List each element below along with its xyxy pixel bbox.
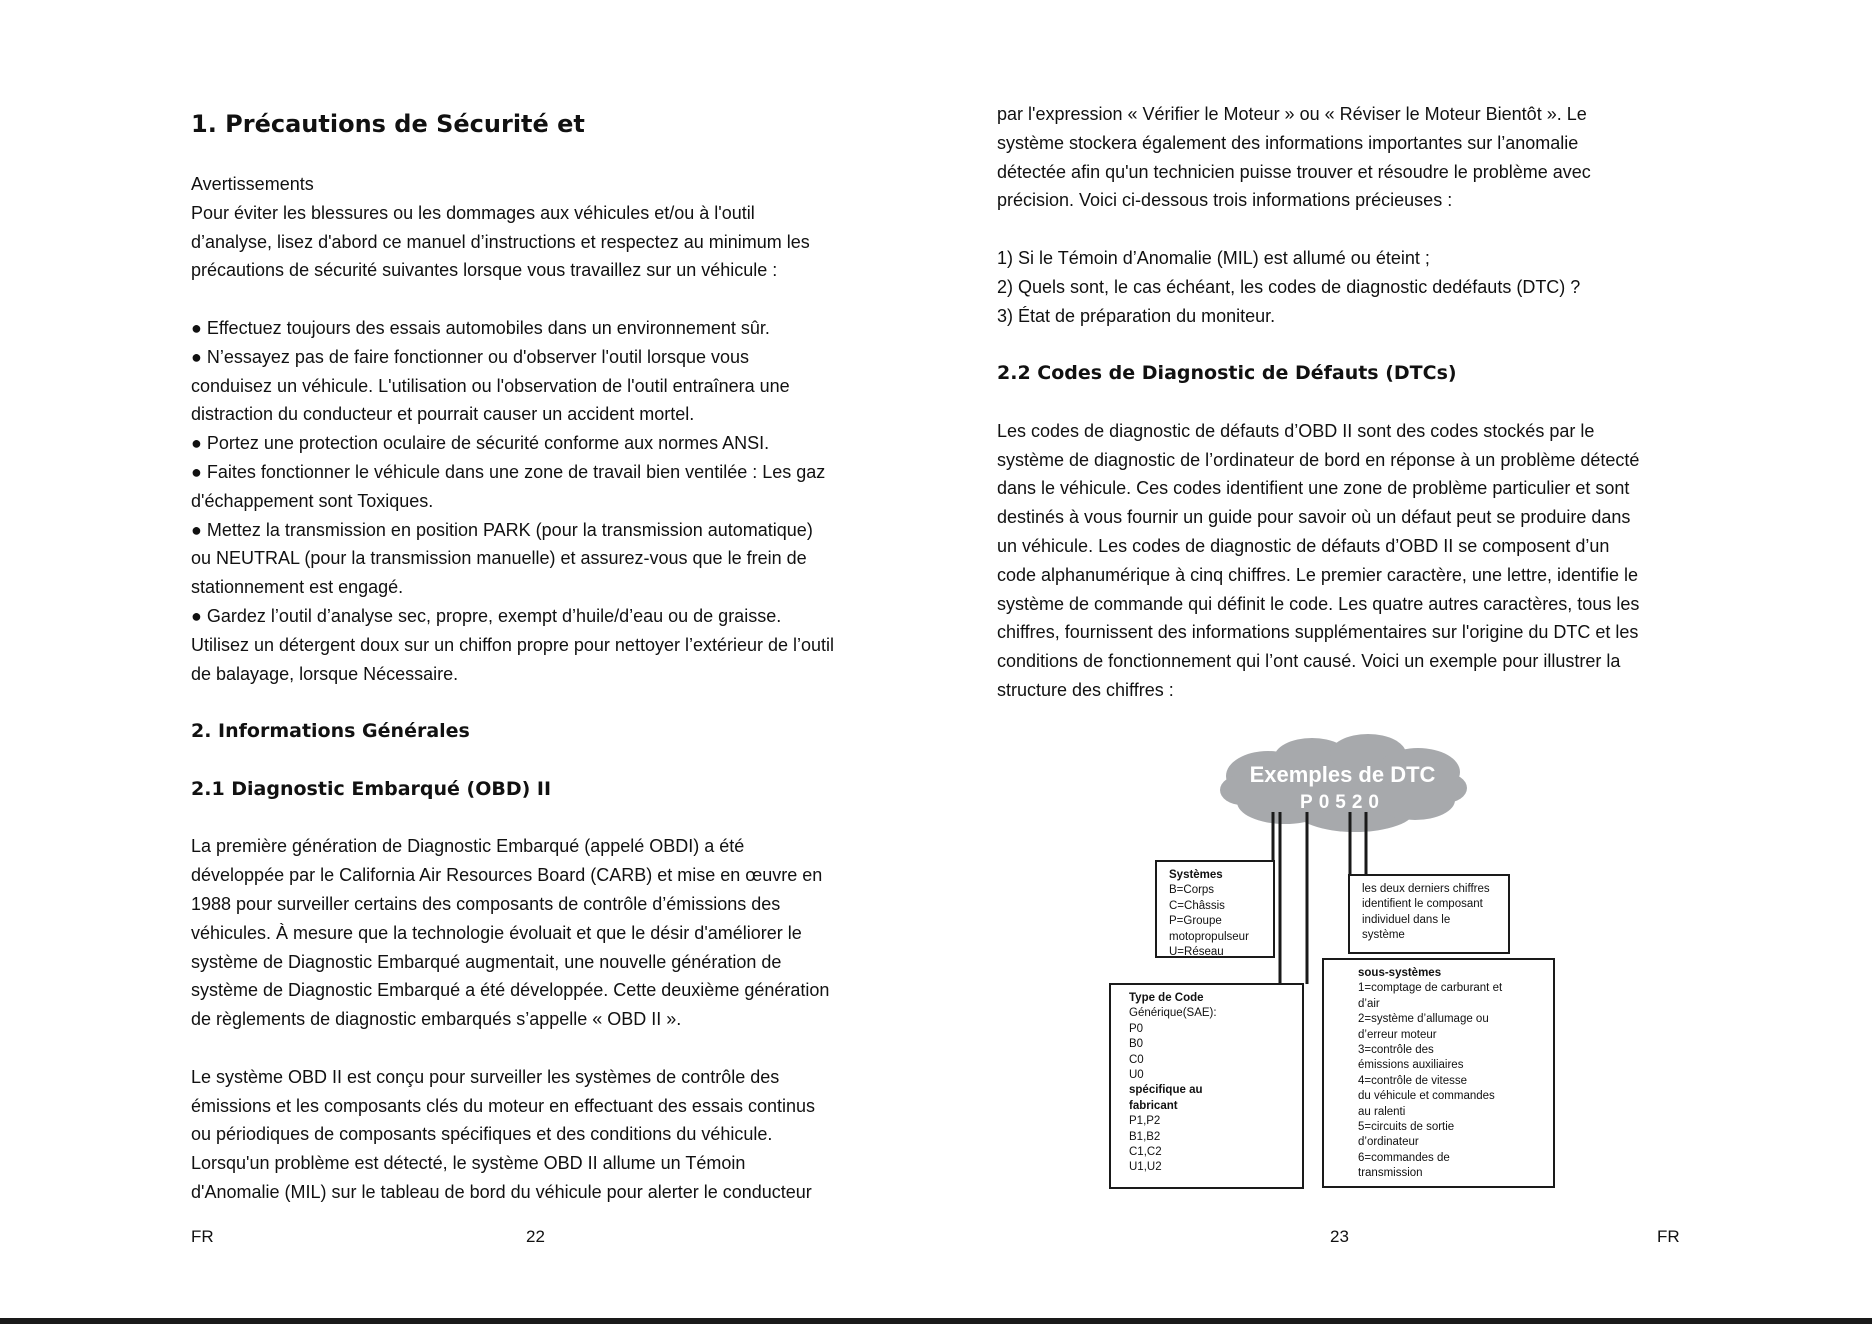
text-line: ● Faites fonctionner le véhicule dans une zone de travail bien ventilée : Les gaz xyxy=(191,461,826,482)
intro-paragraph xyxy=(191,199,911,285)
text-line: ● Gardez l’outil d’analyse sec, propre, exempt d’huile/d’eau ou de graisse. xyxy=(191,605,782,626)
text-line: 3) État de préparation du moniteur. xyxy=(997,305,1276,326)
text-line: d’ordinateur xyxy=(1358,1136,1419,1149)
right-column xyxy=(997,100,1717,705)
text-line: identifient le composant xyxy=(1362,898,1483,911)
left-column xyxy=(191,100,911,1207)
text-line: 1) Si le Témoin d’Anomalie (MIL) est allumé ou éteint ; xyxy=(997,247,1430,268)
chapter-title: 1. Précautions de Sécurité et xyxy=(191,110,585,138)
text-line: précautions de sécurité suivantes lorsque vous travaillez sur un véhicule : xyxy=(191,260,778,281)
safety-bullets xyxy=(191,314,911,688)
text-line: d’erreur moteur xyxy=(1358,1028,1437,1041)
text-line: d'Anomalie (MIL) sur le tableau de bord du véhicule pour alerter le conducteur xyxy=(191,1181,812,1202)
code-type-manufacturer-title xyxy=(1129,1083,1294,1114)
text-line: Utilisez un détergent doux sur un chiffon propre pour nettoyer l’extérieur de l’outil xyxy=(191,634,835,655)
text-line: 1988 pour surveiller certains des composants de contrôle d’émissions des xyxy=(191,893,781,914)
text-line: chiffres, fournissent des informations supplémentaires sur l'origine du DTC et les xyxy=(997,622,1639,643)
last-digits-box xyxy=(1348,874,1510,954)
text-line: un véhicule. Les codes de diagnostic de défauts d’OBD II se composent d’un xyxy=(997,535,1610,556)
text-line: destinés à vous fournir un guide pour savoir où un défaut peut se produire dans xyxy=(997,507,1631,528)
info-list xyxy=(997,244,1717,330)
text-line: 3=contrôle des xyxy=(1358,1044,1434,1057)
text-line: de règlements de diagnostic embarqués s’appelle « OBD II ». xyxy=(191,1009,682,1030)
text-line: d’analyse, lisez d'abord ce manuel d’instructions et respectez au minimum les xyxy=(191,231,810,252)
cloud-code: P0520 xyxy=(1300,792,1385,813)
text-line: véhicules. À mesure que la technologie évoluait et que le désir d'améliorer le xyxy=(191,922,802,943)
text-line: développée par le California Air Resources Board (CARB) et mise en œuvre en xyxy=(191,865,823,886)
footer-lang-left: FR xyxy=(191,1227,214,1246)
text-line: spécifique au xyxy=(1129,1084,1203,1097)
text-line: C1,C2 xyxy=(1129,1146,1162,1159)
text-line: C=Châssis xyxy=(1169,899,1225,912)
text-line: distraction du conducteur et pourrait causer un accident mortel. xyxy=(191,404,695,425)
text-line: C0 xyxy=(1129,1053,1144,1066)
text-line: La première génération de Diagnostic Embarqué (appelé OBDI) a été xyxy=(191,836,745,857)
text-line: ou périodiques de composants spécifiques et des conditions du véhicule. xyxy=(191,1124,773,1145)
obd-history-paragraph xyxy=(191,832,911,1034)
text-line: P=Groupe xyxy=(1169,915,1222,928)
code-type-box xyxy=(1109,983,1304,1189)
page-number-right: 23 xyxy=(1330,1227,1349,1246)
dtc-diagram xyxy=(1100,734,1570,1204)
text-line: ● N’essayez pas de faire fonctionner ou d'observer l'outil lorsque vous xyxy=(191,346,750,367)
text-line: du véhicule et commandes xyxy=(1358,1090,1495,1103)
last-digits-lines xyxy=(1362,882,1500,944)
text-line: précision. Voici ci-dessous trois informations précieuses : xyxy=(997,190,1453,211)
text-line: système xyxy=(1362,929,1405,942)
text-line: 6=commandes de xyxy=(1358,1151,1450,1164)
text-line: conduisez un véhicule. L'utilisation ou l'observation de l'outil entraînera une xyxy=(191,375,790,396)
text-line: 5=circuits de sortie xyxy=(1358,1121,1455,1134)
text-line: détectée afin qu'un technicien puisse trouver et résoudre le problème avec xyxy=(997,161,1591,182)
systems-lines xyxy=(1169,883,1265,960)
warnings-heading: Avertissements xyxy=(191,174,314,194)
text-line: P1,P2 xyxy=(1129,1115,1161,1128)
text-line: Pour éviter les blessures ou les dommages aux véhicules et/ou à l'outil xyxy=(191,202,755,223)
text-line: Générique(SAE): xyxy=(1129,1007,1217,1020)
text-line: U=Réseau xyxy=(1169,946,1224,959)
systems-title: Systèmes xyxy=(1169,869,1223,881)
code-type-title: Type de Code xyxy=(1129,992,1204,1004)
code-type-manufacturer xyxy=(1129,1114,1294,1176)
footer-lang-right: FR xyxy=(1657,1227,1680,1246)
cloud-title: Exemples de DTC xyxy=(1249,762,1436,787)
page-number-left: 22 xyxy=(526,1227,545,1246)
text-line: Le système OBD II est conçu pour surveiller les systèmes de contrôle des xyxy=(191,1066,780,1087)
text-line: Les codes de diagnostic de défauts d’OBD II sont des codes stockés par le xyxy=(997,420,1595,441)
text-line: système de Diagnostic Embarqué a été développée. Cette deuxième génération xyxy=(191,980,830,1001)
text-line: 4=contrôle de vitesse xyxy=(1358,1074,1467,1087)
text-line: d’air xyxy=(1358,997,1380,1010)
dtc-paragraph xyxy=(997,417,1717,705)
text-line: U0 xyxy=(1129,1069,1144,1082)
text-line: transmission xyxy=(1358,1167,1423,1180)
text-line: les deux derniers chiffres xyxy=(1362,883,1490,895)
text-line: code alphanumérique à cinq chiffres. Le premier caractère, une lettre, identifie le xyxy=(997,564,1639,585)
text-line: système de diagnostic de l’ordinateur de bord en réponse à un problème détecté xyxy=(997,449,1640,470)
text-line: B0 xyxy=(1129,1038,1144,1051)
text-line: stationnement est engagé. xyxy=(191,577,404,598)
text-line: 2) Quels sont, le cas échéant, les codes de diagnostic dedéfauts (DTC) ? xyxy=(997,276,1581,297)
section-2-heading: 2. Informations Générales xyxy=(191,720,470,743)
subsystems-title: sous-systèmes xyxy=(1358,967,1442,979)
text-line: Lorsqu'un problème est détecté, le système OBD II allume un Témoin xyxy=(191,1153,746,1174)
continued-paragraph xyxy=(997,100,1717,215)
text-line: individuel dans le xyxy=(1362,913,1451,926)
text-line: d'échappement sont Toxiques. xyxy=(191,490,434,511)
text-line: dans le véhicule. Ces codes identifient une zone de problème particulier et sont xyxy=(997,478,1630,499)
text-line: conditions de fonctionnement qui l’ont causé. Voici un exemple pour illustrer la xyxy=(997,651,1621,672)
systems-box xyxy=(1155,860,1275,958)
text-line: système stockera également des informations importantes sur l’anomalie xyxy=(997,132,1579,153)
text-line: fabricant xyxy=(1129,1099,1178,1112)
text-line: 1=comptage de carburant et xyxy=(1358,982,1503,995)
text-line: système de commande qui définit le code. Les quatre autres caractères, tous les xyxy=(997,593,1640,614)
subsystems-lines xyxy=(1358,981,1545,1181)
text-line: structure des chiffres : xyxy=(997,679,1174,700)
left-page xyxy=(0,0,936,1300)
text-line: de balayage, lorsque Nécessaire. xyxy=(191,663,459,684)
text-line: ou NEUTRAL (pour la transmission manuelle) et assurez-vous que le frein de xyxy=(191,548,807,569)
text-line: motopropulseur xyxy=(1169,930,1249,943)
text-line: P0 xyxy=(1129,1022,1144,1035)
obd-system-paragraph xyxy=(191,1063,911,1207)
text-line: 2=système d’allumage ou xyxy=(1358,1013,1489,1026)
bottom-edge-bar xyxy=(0,1318,1872,1324)
text-line: ● Effectuez toujours des essais automobiles dans un environnement sûr. xyxy=(191,317,770,338)
text-line: ● Portez une protection oculaire de sécurité conforme aux normes ANSI. xyxy=(191,433,770,454)
text-line: U1,U2 xyxy=(1129,1161,1162,1174)
text-line: par l'expression « Vérifier le Moteur » ou « Réviser le Moteur Bientôt ». Le xyxy=(997,104,1587,124)
text-line: au ralenti xyxy=(1358,1105,1406,1118)
text-line: B=Corps xyxy=(1169,884,1215,897)
text-line: ● Mettez la transmission en position PARK (pour la transmission automatique) xyxy=(191,519,813,540)
text-line: émissions et les composants clés du moteur en effectuant des essais continus xyxy=(191,1095,815,1116)
section-2-1-heading: 2.1 Diagnostic Embarqué (OBD) II xyxy=(191,777,552,800)
subsystems-box xyxy=(1322,958,1555,1188)
text-line: émissions auxiliaires xyxy=(1358,1059,1464,1072)
code-type-generic xyxy=(1129,1006,1294,1083)
text-line: système de Diagnostic Embarqué augmentait, une nouvelle génération de xyxy=(191,951,782,972)
section-2-2-heading: 2.2 Codes de Diagnostic de Défauts (DTCs) xyxy=(997,362,1457,385)
text-line: B1,B2 xyxy=(1129,1130,1161,1143)
